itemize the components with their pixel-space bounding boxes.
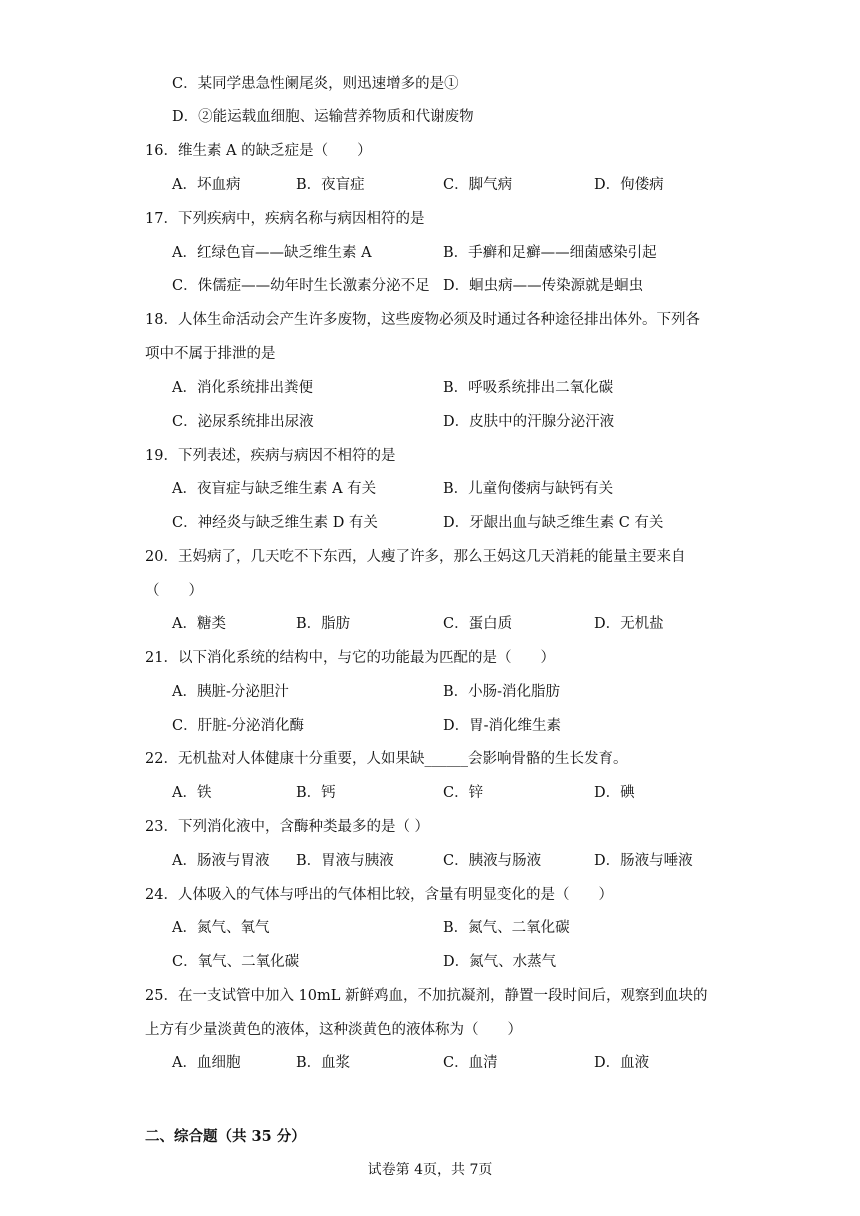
question-20-cont: （ ） xyxy=(145,583,203,599)
option-b: B．脂肪 xyxy=(296,616,351,632)
option-d: D．牙龈出血与缺乏维生素 C 有关 xyxy=(443,515,664,531)
option-d: D．皮肤中的汗腺分泌汗液 xyxy=(443,414,615,430)
option-a: A．血细胞 xyxy=(172,1055,241,1071)
option-d: D．佝偻病 xyxy=(594,177,664,193)
option-b: B．手癣和足癣——细菌感染引起 xyxy=(443,245,657,261)
option-a: A．胰脏-分泌胆汁 xyxy=(172,684,289,700)
option-a: A．消化系统排出粪便 xyxy=(172,380,313,396)
option-c: C．蛋白质 xyxy=(443,616,513,632)
option-d: D．无机盐 xyxy=(594,616,664,632)
option-a: A．糖类 xyxy=(172,616,226,632)
question-20: 20．王妈病了，几天吃不下东西，人瘦了许多，那么王妈这几天消耗的能量主要来自 xyxy=(145,549,686,565)
option-c: C．胰液与肠液 xyxy=(443,853,542,869)
option-c: C．锌 xyxy=(443,785,484,801)
option-c: C．肝脏-分泌消化酶 xyxy=(172,718,304,734)
option-d: D．肠液与唾液 xyxy=(594,853,693,869)
question-18-cont: 项中不属于排泄的是 xyxy=(145,346,276,362)
option-d: D．碘 xyxy=(594,785,635,801)
option-a: A．氮气、氧气 xyxy=(172,920,270,936)
option-b: B．儿童佝偻病与缺钙有关 xyxy=(443,481,614,497)
option-d: D．蛔虫病——传染源就是蛔虫 xyxy=(443,278,644,294)
section-title: 二、综合题（共 35 分） xyxy=(145,1128,306,1145)
option-c: C．脚气病 xyxy=(443,177,513,193)
option-c: C．泌尿系统排出尿液 xyxy=(172,414,314,430)
option-c: C．神经炎与缺乏维生素 D 有关 xyxy=(172,515,378,531)
question-19: 19．下列表述，疾病与病因不相符的是 xyxy=(145,448,396,464)
question-18: 18．人体生命活动会产生许多废物，这些废物必须及时通过各种途径排出体外。下列各 xyxy=(145,312,700,328)
option-b: B．血浆 xyxy=(296,1055,351,1071)
question-16: 16．维生素 A 的缺乏症是（ ） xyxy=(145,143,372,159)
option-d: D．氮气、水蒸气 xyxy=(443,954,557,970)
option-b: B．胃液与胰液 xyxy=(296,853,394,869)
option-d: D．胃-消化维生素 xyxy=(443,718,562,734)
option-a: A．肠液与胃液 xyxy=(172,853,270,869)
option-b: B．小肠-消化脂肪 xyxy=(443,684,561,700)
question-24: 24．人体吸入的气体与呼出的气体相比较，含量有明显变化的是（ ） xyxy=(145,887,613,903)
question-17: 17．下列疾病中，疾病名称与病因相符的是 xyxy=(145,211,425,227)
question-25-cont: 上方有少量淡黄色的液体，这种淡黄色的液体称为（ ） xyxy=(145,1022,522,1038)
option-text: D．②能运载血细胞、运输营养物质和代谢废物 xyxy=(172,109,474,125)
option-a: A．夜盲症与缺乏维生素 A 有关 xyxy=(172,481,377,497)
question-22: 22．无机盐对人体健康十分重要，人如果缺______会影响骨骼的生长发育。 xyxy=(145,751,628,767)
page-footer: 试卷第 4页，共 7页 xyxy=(367,1162,493,1178)
option-d: D．血液 xyxy=(594,1055,650,1071)
option-b: B．氮气、二氧化碳 xyxy=(443,920,570,936)
question-23: 23．下列消化液中，含酶种类最多的是（ ） xyxy=(145,819,430,835)
question-21: 21．以下消化系统的结构中，与它的功能最为匹配的是（ ） xyxy=(145,650,555,666)
question-25: 25．在一支试管中加入 10mL 新鲜鸡血，不加抗凝剂，静置一段时间后，观察到血块的 xyxy=(145,988,708,1004)
option-c: C．侏儒症——幼年时生长激素分泌不足 xyxy=(172,278,430,294)
option-b: B．钙 xyxy=(296,785,336,801)
option-c: C．血清 xyxy=(443,1055,498,1071)
option-text: C．某同学患急性阑尾炎，则迅速增多的是① xyxy=(172,76,459,92)
option-a: A．红绿色盲——缺乏维生素 A xyxy=(172,245,372,261)
option-b: B．呼吸系统排出二氧化碳 xyxy=(443,380,614,396)
option-b: B．夜盲症 xyxy=(296,177,365,193)
option-c: C．氧气、二氧化碳 xyxy=(172,954,300,970)
option-a: A．坏血病 xyxy=(172,177,241,193)
option-a: A．铁 xyxy=(172,785,212,801)
